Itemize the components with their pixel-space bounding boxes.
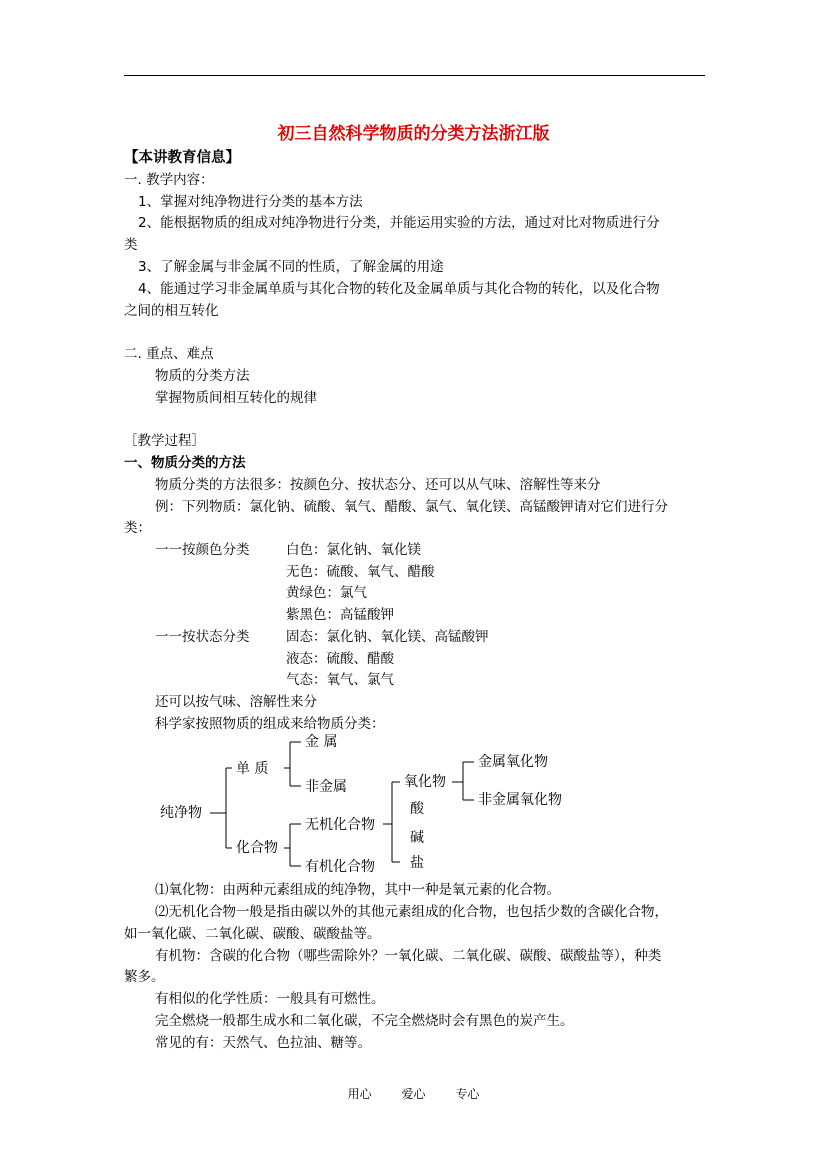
diagram-node-acid: 酸 [410,801,424,817]
footer-text: 专心 [455,1087,480,1101]
diagram-node-pure-substance: 纯净物 [160,805,202,821]
diagram-node-compound: 化合物 [236,840,278,856]
content-item: 2、能根据物质的组成对纯净物进行分类，并能运用实验的方法，通过对比对物质进行分 [138,215,660,231]
diagram-node-base: 碱 [410,830,424,846]
diagram-node-nonmetal: 非金属 [305,779,347,795]
state-item: 液态：硫酸、醋酸 [286,651,394,667]
page-title: 初三自然科学物质的分类方法浙江版 [277,124,550,144]
note-line: 如一氧化碳、二氧化碳、碳酸、碳酸盐等。 [124,926,381,942]
paragraph-line: 还可以按气味、溶解性来分 [155,694,317,710]
paragraph-line: 物质分类的方法很多：按颜色分、按状态分、还可以从气味、溶解性等来分 [155,477,601,493]
content-item: 类 [124,237,138,253]
content-item: 1、掌握对纯净物进行分类的基本方法 [138,194,363,210]
key-point: 物质的分类方法 [155,368,250,384]
key-point: 掌握物质间相互转化的规律 [155,390,317,406]
process-label: ［教学过程］ [124,433,205,449]
color-item: 紫黑色：高锰酸钾 [286,607,394,623]
content-item: 之间的相互转化 [124,303,219,319]
diagram-node-organic-compound: 有机化合物 [305,859,375,875]
part-heading: 一、物质分类的方法 [124,455,246,471]
note-line: ⑴氧化物：由两种元素组成的纯净物，其中一种是氧元素的化合物。 [155,882,560,898]
info-header: 【本讲教育信息】 [124,150,240,166]
footer-text: 爱心 [401,1087,426,1101]
content-item: 4、能通过学习非金属单质与其化合物的转化及金属单质与其化合物的转化，以及化合物 [138,281,660,297]
classify-by-color-label: 一一按颜色分类 [155,542,250,558]
paragraph-line: 例：下列物质：氯化钠、硫酸、氧气、醋酸、氯气、氧化镁、高锰酸钾请对它们进行分 [155,499,668,515]
note-line: 完全燃烧一般都生成水和二氧化碳，不完全燃烧时会有黑色的炭产生。 [155,1013,574,1029]
note-line: 繁多。 [124,969,165,985]
content-item: 3、了解金属与非金属不同的性质，了解金属的用途 [138,259,444,275]
color-item: 白色：氯化钠、氧化镁 [286,542,421,558]
note-line: 有相似的化学性质：一般具有可燃性。 [155,991,385,1007]
paragraph-line: 科学家按照物质的组成来给物质分类： [155,716,385,732]
note-line: 有机物：含碳的化合物（哪些需除外？一氧化碳、二氧化碳、碳酸、碳酸盐等），种类 [155,948,662,964]
state-item: 气态：氧气、氯气 [286,672,394,688]
section-heading: 一. 教学内容： [124,172,214,188]
page-footer [0,1085,827,1103]
section-heading: 二. 重点、难点 [124,346,214,362]
footer-text: 用心 [347,1087,372,1101]
diagram-node-salt: 盐 [410,855,424,871]
state-item: 固态：氯化钠、氧化镁、高锰酸钾 [286,629,489,645]
diagram-node-simple-substance: 单 质 [236,761,269,777]
paragraph-line: 类： [124,520,151,536]
diagram-node-inorganic-compound: 无机化合物 [305,817,375,833]
diagram-node-metal: 金 属 [305,734,338,750]
note-line: ⑵无机化合物一般是指由碳以外的其他元素组成的化合物，也包括少数的含碳化合物， [155,904,668,920]
diagram-node-metal-oxide: 金属氧化物 [478,754,548,770]
diagram-node-oxide: 氧化物 [404,774,446,790]
classify-by-state-label: 一一按状态分类 [155,629,250,645]
diagram-node-nonmetal-oxide: 非金属氧化物 [478,792,562,808]
color-item: 黄绿色：氯气 [286,585,367,601]
note-line: 常见的有：天然气、色拉油、糖等。 [155,1035,371,1051]
color-item: 无色：硫酸、氧气、醋酸 [286,564,435,580]
